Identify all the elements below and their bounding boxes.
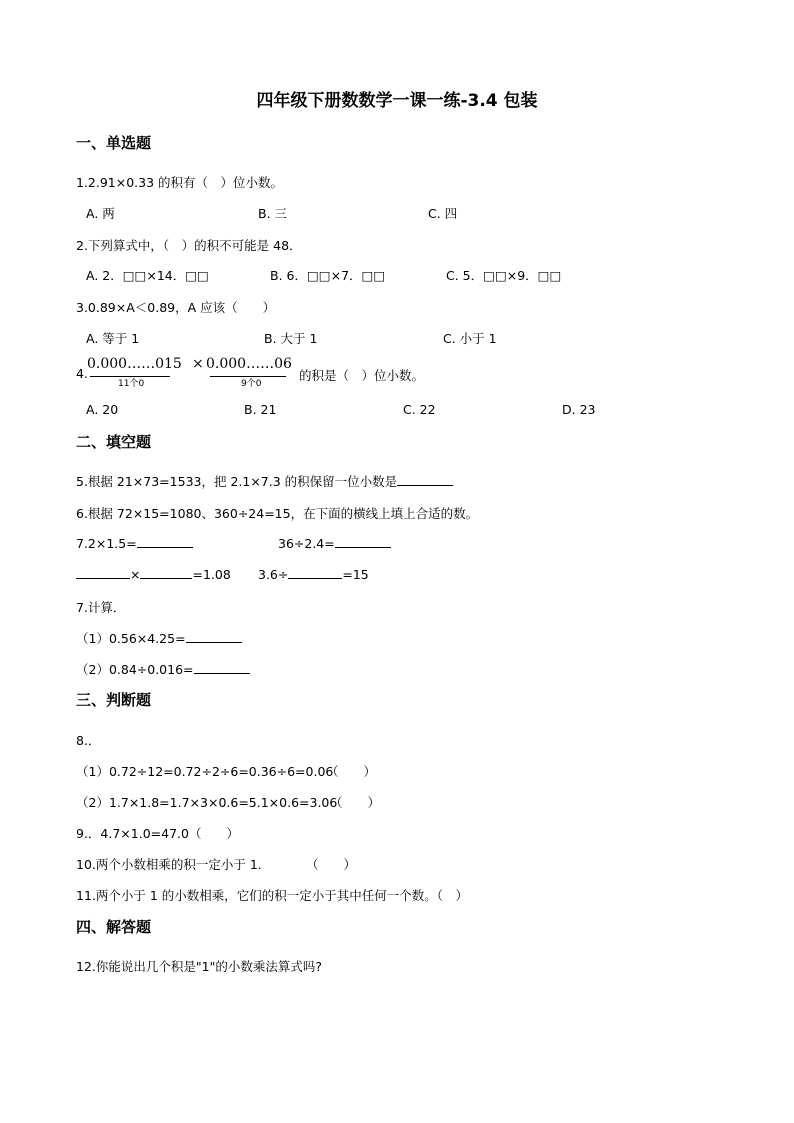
question-1: 1.2.91×0.33 的积有（ ）位小数。 [76,175,284,190]
q6-expr-2 [278,536,391,551]
q6-expr-3-result: =1.08 [192,567,231,582]
q6-expr-4-start: 3.6÷ [258,567,289,582]
q6-expr-1 [76,536,193,551]
q4-times-sign: × [192,356,204,372]
q6-blank-3a[interactable] [76,577,130,579]
q4-option-b: B. 21 [244,402,277,417]
question-10: 10.两个小数相乘的积一定小于 1. [76,857,262,872]
section-heading-single-choice: 一、单选题 [76,134,152,152]
q6-blank-4[interactable] [288,577,342,579]
q8-part-1-answer[interactable]: （ ） [326,764,377,779]
q2-option-b: B. 6．□□×7．□□ [270,268,386,283]
section-heading-solve: 四、解答题 [76,918,152,936]
q7-part-1 [76,629,242,647]
q7-part-1-text: （1）0.56×4.25= [76,631,186,646]
question-12: 12.你能说出几个积是"1"的小数乘法算式吗? [76,959,322,974]
page-title: 四年级下册数数学一课一练-3.4 包装 [256,91,538,111]
question-2: 2.下列算式中，（ ）的积不可能是 48． [76,238,302,253]
q8-part-1: （1）0.72÷12=0.72÷2÷6=0.36÷6=0.06 [76,764,334,779]
question-7: 7.计算． [76,600,126,615]
q4-option-c: C. 22 [403,402,436,417]
q6-blank-3b[interactable] [140,577,192,579]
q7-blank-1[interactable] [186,641,242,643]
q3-option-a: A. 等于 1 [86,331,140,346]
q7-part-2 [76,660,250,678]
q5-text: 5.根据 21×73=1533，把 2.1×7.3 的积保留一位小数是 [76,474,398,489]
q6-expr-3 [76,567,231,582]
q6-expr-4-end: =15 [342,567,369,582]
question-3: 3.0.89×A＜0.89，A 应该（ ） [76,300,276,315]
q5-answer-blank[interactable] [397,484,453,486]
q4-left-brace-label: 11个0 [118,379,145,389]
q1-option-b: B. 三 [258,206,288,221]
question-8: 8.． [76,733,101,748]
q4-option-a: A. 20 [86,402,119,417]
q8-part-2-answer[interactable]: （ ） [330,795,381,810]
q6-expr-2-text: 36÷2.4= [278,536,335,551]
q4-right-brace-label: 9个0 [241,379,262,389]
q10-answer[interactable]: （ ） [306,857,357,872]
q1-option-a: A. 两 [86,206,115,221]
question-6: 6.根据 72×15=1080、360÷24=15，在下面的横线上填上合适的数。 [76,506,479,521]
q4-suffix: 的积是（ ）位小数。 [299,368,425,383]
q7-part-2-text: （2）0.84÷0.016= [76,662,194,677]
q4-left-factor: 0.000……015 [87,356,182,372]
q8-part-2: （2）1.7×1.8=1.7×3×0.6=5.1×0.6=3.06 [76,795,338,810]
q6-expr-4 [258,567,369,582]
question-4-number: 4. [76,366,88,381]
question-9: 9.．4.7×1.0=47.0（ ） [76,826,239,841]
section-heading-true-false: 三、判断题 [76,691,152,709]
q6-expr-1-text: 7.2×1.5= [76,536,137,551]
question-11: 11.两个小于 1 的小数相乘，它们的积一定小于其中任何一个数。（ ） [76,888,469,903]
q2-option-a: A. 2．□□×14．□□ [86,268,209,283]
q6-expr-3-times: × [130,567,141,582]
section-heading-fill-blank: 二、填空题 [76,433,152,451]
q3-option-c: C. 小于 1 [443,331,497,346]
q1-option-c: C. 四 [428,206,458,221]
q6-blank-2[interactable] [335,546,391,548]
q4-right-factor: 0.000……06 [206,356,292,372]
q2-option-c: C. 5．□□×9．□□ [446,268,562,283]
q3-option-b: B. 大于 1 [264,331,318,346]
q6-blank-1[interactable] [137,546,193,548]
question-5 [76,472,453,490]
q4-option-d: D. 23 [562,402,596,417]
q7-blank-2[interactable] [194,672,250,674]
